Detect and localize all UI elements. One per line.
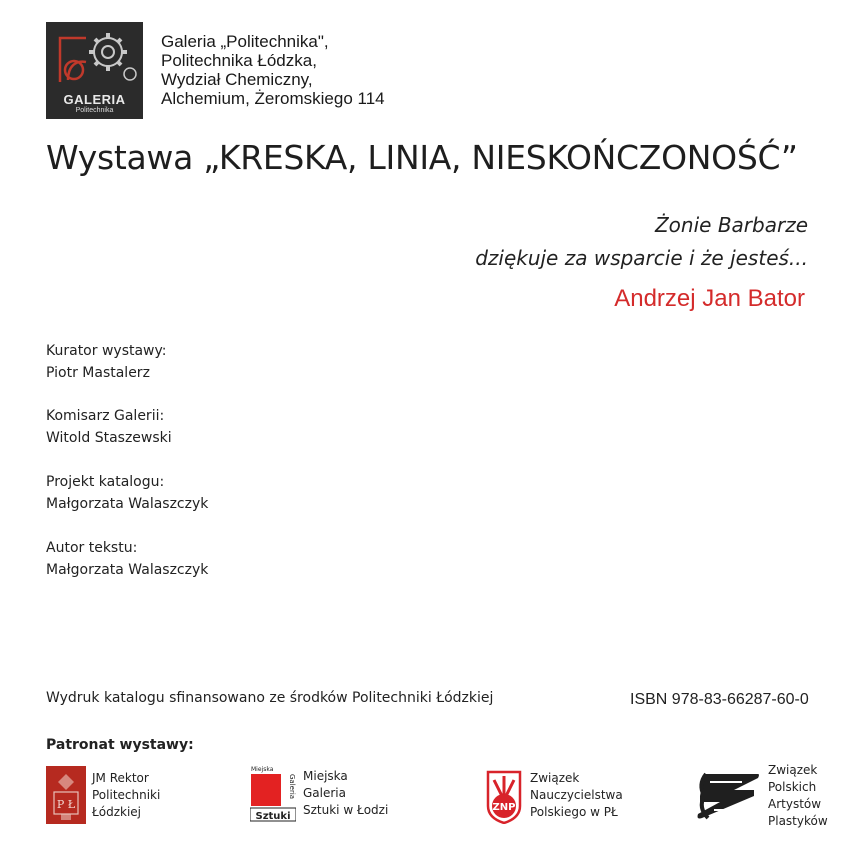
credit-role: Autor tekstu:	[46, 540, 138, 556]
gallery-logo-text: GALERIA	[63, 92, 126, 107]
mgsz-logo-word: Sztuki	[255, 811, 291, 822]
exhibition-title: Wystawa „KRESKA, LINIA, NIESKOŃCZONOŚĆ”	[46, 138, 798, 177]
patron-label-line: Sztuki w Łodzi	[303, 803, 389, 817]
address-line: Alchemium, Żeromskiego 114	[161, 89, 385, 108]
miejska-galeria-sztuki-logo-icon	[250, 764, 296, 822]
credit-person: Małgorzata Walaszczyk	[46, 496, 209, 512]
credit-role: Komisarz Galerii:	[46, 408, 165, 424]
patron-label-line: Związek	[768, 763, 818, 777]
patron-label-line: Polskiego w PŁ	[530, 805, 618, 819]
patron-mgsz-label	[303, 768, 388, 819]
credit-person: Małgorzata Walaszczyk	[46, 562, 209, 578]
credit-text-author	[46, 537, 208, 581]
mgsz-logo-word: Miejska	[251, 766, 274, 773]
credit-person: Witold Staszewski	[46, 430, 172, 446]
address-line: Politechnika Łódzka,	[161, 51, 317, 70]
address-line: Wydział Chemiczny,	[161, 70, 313, 89]
gallery-logo	[46, 22, 143, 119]
patron-label-line: Łódzkiej	[92, 805, 142, 819]
credit-role: Projekt katalogu:	[46, 474, 165, 490]
dedication-line-2: dziękuje za wsparcie i że jesteś...	[475, 246, 808, 270]
patron-label-line: Artystów	[768, 797, 822, 811]
patron-label-line: Nauczycielstwa	[530, 788, 623, 802]
patronage-heading: Patronat wystawy:	[46, 737, 194, 753]
patron-znp-label	[530, 770, 623, 821]
svg-text:P Ł: P Ł	[56, 798, 76, 811]
artist-name: Andrzej Jan Bator	[614, 285, 805, 312]
funding-note: Wydruk katalogu sfinansowano ze środków Politechniki Łódzkiej	[46, 690, 494, 706]
patron-label-line: Polskich	[768, 780, 817, 794]
patron-label-line: Plastyków	[768, 814, 828, 828]
credit-person: Piotr Mastalerz	[46, 365, 150, 381]
patron-zpap-label	[768, 762, 828, 830]
patron-label-line: Galeria	[303, 786, 346, 800]
credit-catalogue-design	[46, 471, 208, 515]
address-line: Galeria „Politechnika",	[161, 32, 329, 51]
patron-label-line: JM Rektor	[92, 771, 149, 785]
znp-logo-text: ZNP	[492, 802, 516, 813]
credit-curator	[46, 340, 166, 384]
rektor-emblem-icon	[46, 766, 86, 824]
patron-label-line: Miejska	[303, 769, 348, 783]
credit-role: Kurator wystawy:	[46, 343, 167, 359]
zpap-logo-icon	[694, 770, 762, 822]
credit-commissioner	[46, 405, 172, 449]
isbn: ISBN 978-83-66287-60-0	[630, 691, 809, 708]
patron-label-line: Związek	[530, 771, 580, 785]
gallery-address	[161, 32, 385, 108]
gallery-logo-subtext: Politechnika	[75, 107, 114, 114]
patron-label-line: Politechniki	[92, 788, 161, 802]
patron-rektor-label	[92, 770, 160, 821]
mgsz-logo-word: Galeria	[288, 774, 296, 800]
dedication-line-1: Żonie Barbarze	[654, 213, 808, 237]
znp-logo-icon	[484, 766, 524, 824]
